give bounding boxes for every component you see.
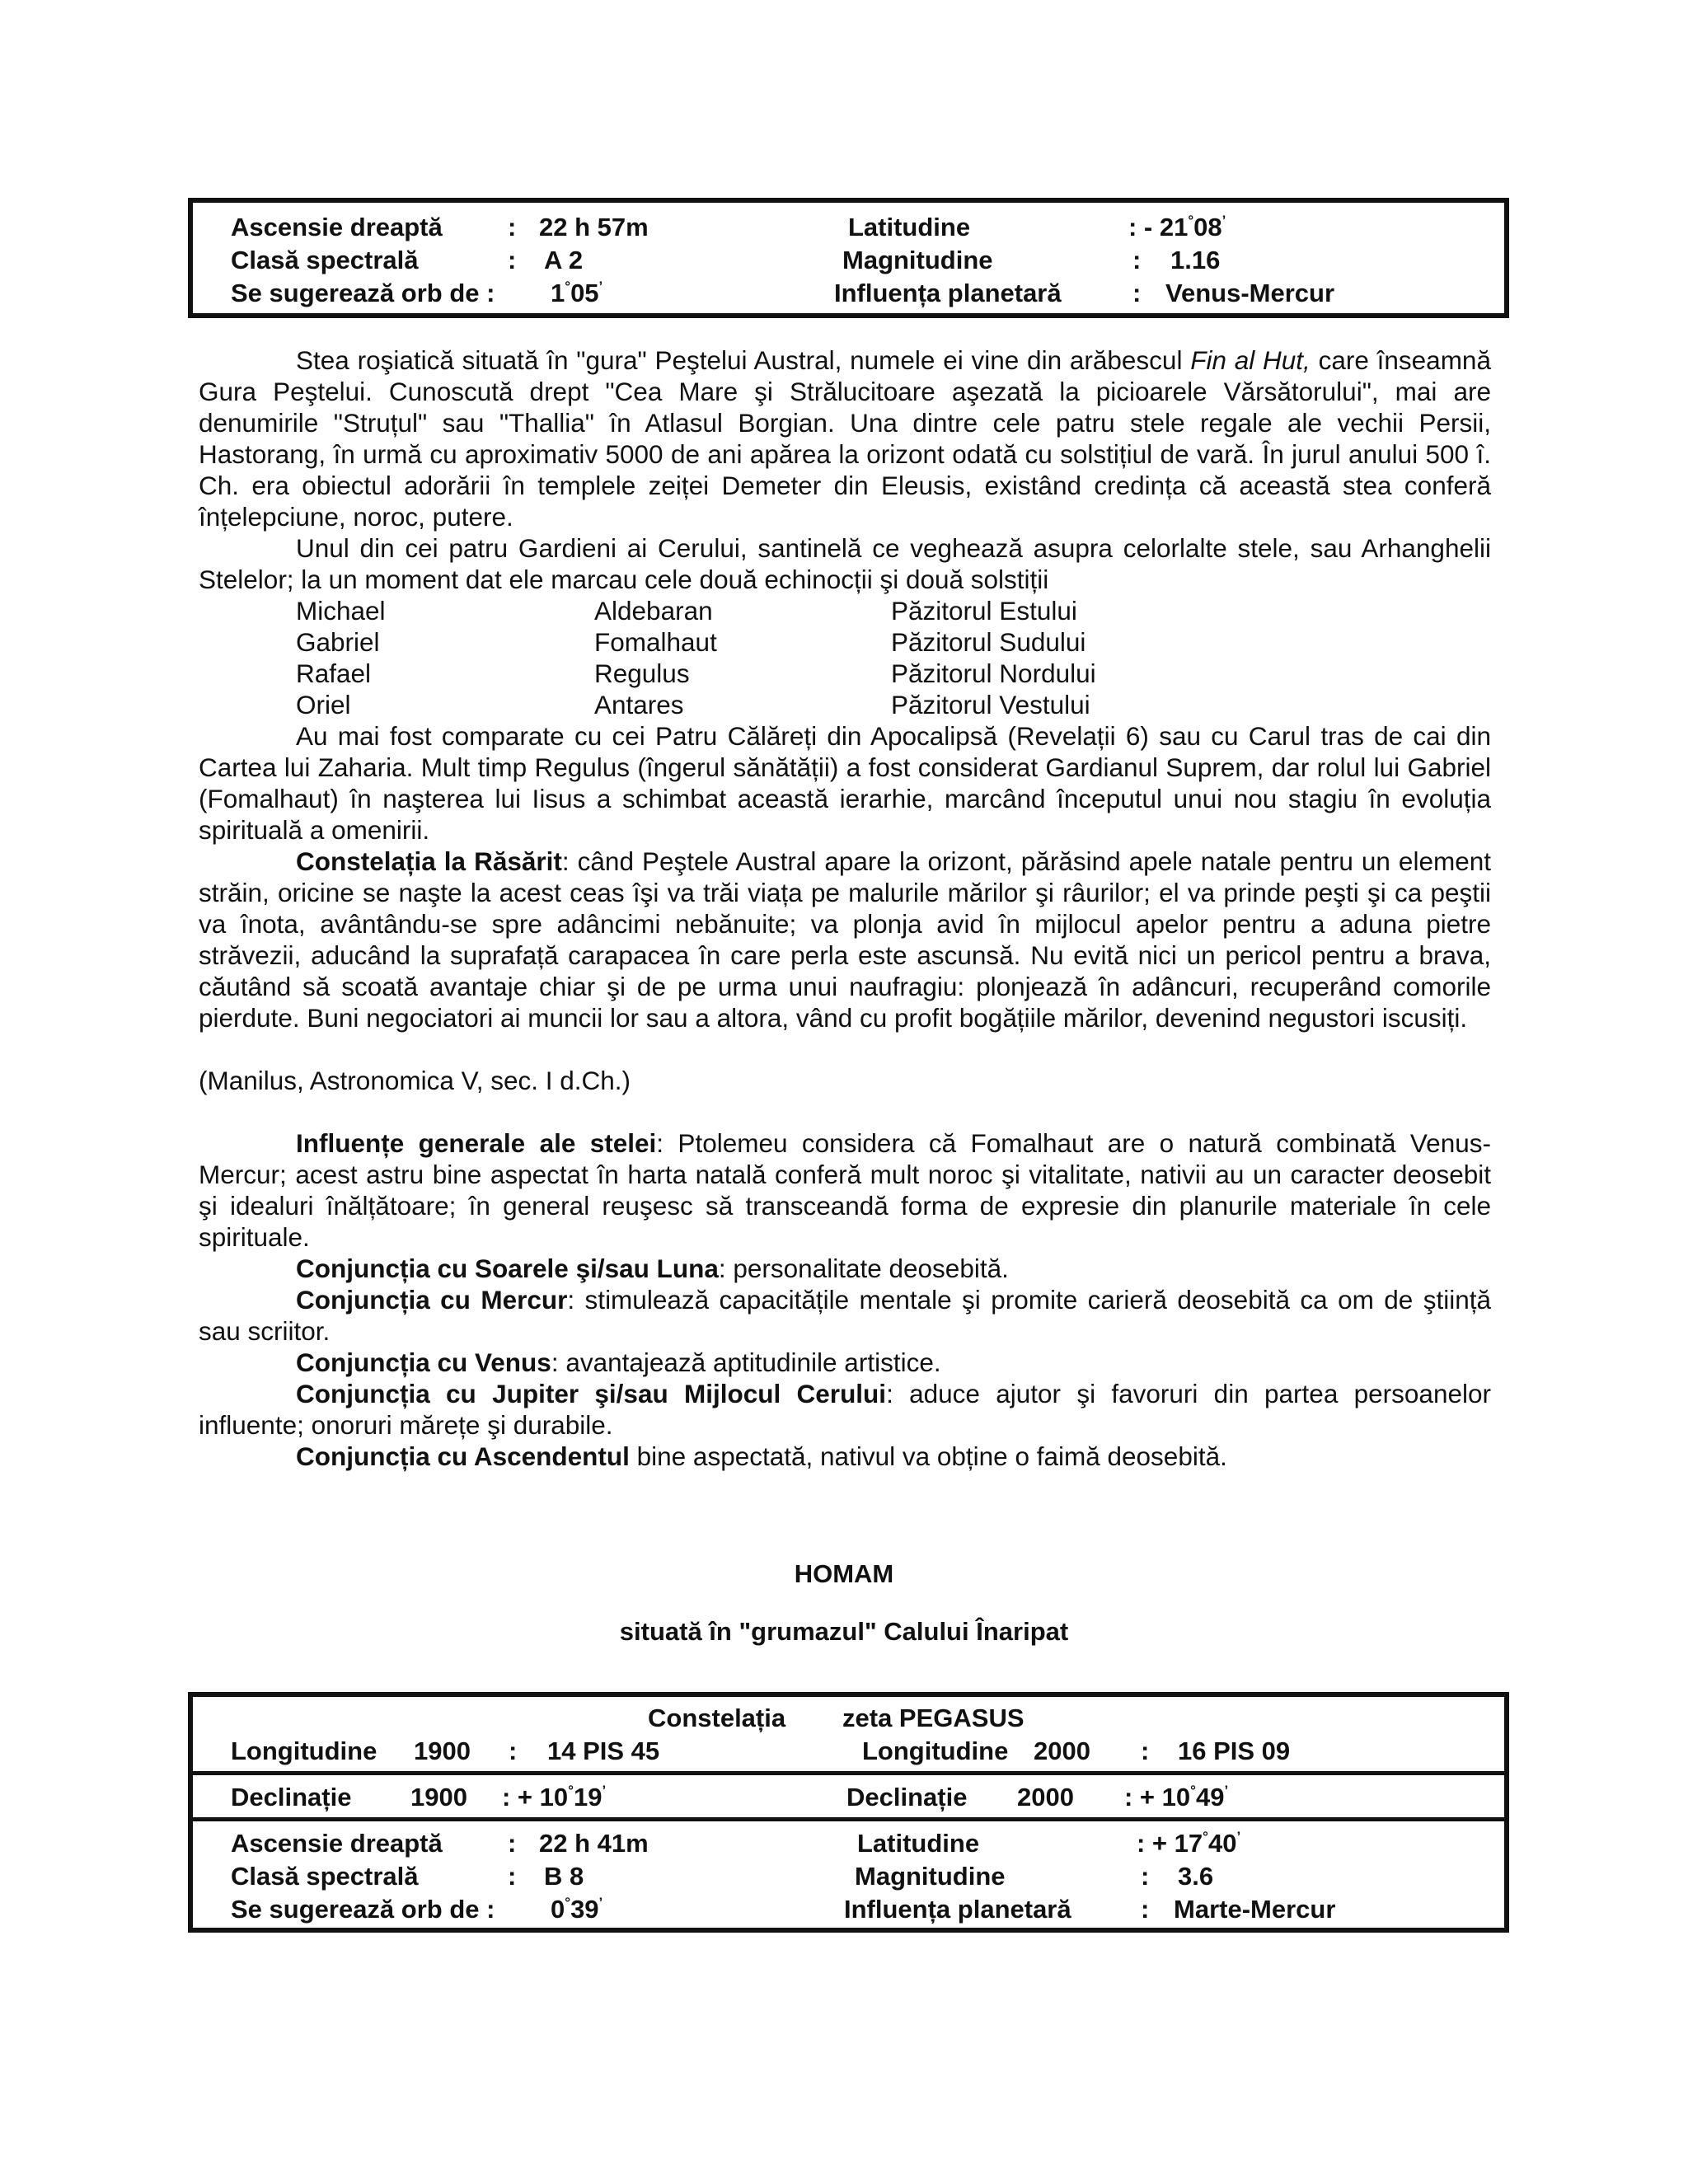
star-data-box-homam — [188, 1692, 1509, 1933]
orb-degrees: 0 — [551, 1895, 565, 1924]
longitude-1900-value: 14 PIS 45 — [547, 1736, 660, 1765]
conjunction-heading: Conjuncția cu Soarele şi/sau Luna — [296, 1254, 719, 1283]
guardian-name: Oriel — [296, 690, 351, 719]
declination-1900-value — [502, 1784, 606, 1810]
declination-2000-label: Declinație — [846, 1783, 968, 1811]
conjunction-jupiter — [199, 1378, 1491, 1441]
conjunction-text: : aduce ajutor şi favoruri din partea persoanelor influente; onoruri mărețe şi durabile. — [199, 1379, 1491, 1440]
declination-minutes: 49 — [1195, 1783, 1225, 1811]
magnitude-value: 3.6 — [1178, 1862, 1214, 1891]
magnitude-label: Magnitudine — [855, 1862, 1006, 1891]
paragraph-horsemen: Au mai fost comparate cu cei Patru Călăreți din Apocalipsă (Revelații 6) sau cu Carul tras de cai din Cartea lui Zaharia. Mult timp Regulus (îngerul sănătății) a fost considerat Gardianul Suprem, dar rolul lui Gabriel (Fomalhaut) în naşterea lui Iisus a schimbat această ierarhie, marcând începutul unui nou stagiu în evoluția spirituală a omenirii. — [199, 721, 1491, 845]
degree-mark: ° — [1188, 213, 1194, 228]
latitude-minutes: 40 — [1207, 1829, 1237, 1858]
longitude-1900-sep: : — [509, 1736, 518, 1765]
divider — [193, 1771, 1504, 1775]
star-subtitle-homam: situată în "grumazul" Calului Înaripat — [619, 1617, 1069, 1646]
degree-mark: ° — [1190, 1783, 1196, 1798]
spectral-value: A 2 — [544, 246, 584, 274]
minute-mark: ’ — [602, 1783, 607, 1798]
conjunction-sun-moon — [199, 1253, 1491, 1284]
ascension-label: Ascensie dreaptă — [231, 1829, 443, 1858]
citation: (Manilus, Astronomica V, sec. I d.Ch.) — [199, 1066, 631, 1095]
guardian-name: Rafael — [296, 658, 372, 688]
guardian-row — [199, 626, 1491, 658]
minute-mark: ’ — [1236, 1829, 1241, 1844]
guardian-row — [199, 595, 1491, 626]
influence-label: Influența planetară — [834, 279, 1062, 307]
ascension-value: 22 h 41m — [539, 1829, 649, 1858]
guardian-name: Gabriel — [296, 627, 380, 657]
constellation-label: Constelația — [648, 1704, 786, 1732]
guardian-star: Regulus — [594, 658, 690, 688]
conjunction-heading: Conjuncția cu Ascendentul — [296, 1441, 630, 1471]
degree-mark: ° — [565, 1895, 571, 1910]
spectral-sep: : — [508, 1862, 517, 1891]
ascension-label: Ascensie dreaptă — [231, 213, 443, 241]
paragraph-influences — [199, 1127, 1491, 1253]
declination-minutes: 19 — [573, 1783, 603, 1811]
longitude-1900-label: Longitudine — [231, 1736, 377, 1765]
orb-minutes: 05 — [570, 279, 599, 307]
latitude-sign: : - 21 — [1128, 213, 1189, 241]
ascension-sep: : — [508, 213, 517, 241]
declination-sign: : + 10 — [502, 1783, 569, 1811]
conjunction-mercury — [199, 1284, 1491, 1347]
degree-mark: ° — [565, 279, 571, 294]
influence-sep: : — [1141, 1895, 1150, 1924]
ascension-value: 22 h 57m — [539, 213, 649, 241]
longitude-2000-label: Longitudine — [862, 1736, 1009, 1765]
guardian-star: Antares — [594, 690, 684, 719]
divider — [193, 1817, 1504, 1821]
longitude-2000-year: 2000 — [1034, 1736, 1090, 1765]
conjunction-heading: Conjuncția cu Jupiter şi/sau Mijlocul Cerului — [296, 1379, 887, 1408]
guardians-list — [199, 595, 1491, 720]
minute-mark: ’ — [598, 279, 603, 294]
spectral-sep: : — [508, 246, 517, 274]
conjunction-text: bine aspectată, nativul va obține o faimă deosebită. — [629, 1441, 1227, 1471]
fomalhaut-description — [199, 344, 1491, 1472]
paragraph-intro — [199, 344, 1491, 532]
declination-2000-value — [1124, 1784, 1228, 1810]
declination-sign: : + 10 — [1124, 1783, 1191, 1811]
paragraph-guardians: Unul din cei patru Gardieni ai Cerului, santinelă ce veghează asupra celorlalte stele, sau Arhanghelii Stelelor; la un moment dat ele marcau cele două echinocții şi două solstiții — [199, 533, 1491, 594]
influences-heading: Influențe generale ale stelei — [296, 1128, 657, 1158]
influence-label: Influența planetară — [844, 1895, 1071, 1924]
conjunction-heading: Conjuncția cu Mercur — [296, 1285, 568, 1315]
ascension-sep: : — [508, 1829, 517, 1858]
orb-minutes: 39 — [570, 1895, 599, 1924]
guardian-role: Păzitorul Sudului — [891, 627, 1086, 657]
magnitude-value: 1.16 — [1170, 246, 1221, 274]
orb-label: Se sugerează orb de : — [231, 279, 495, 307]
conjunction-text: : personalitate deosebită. — [718, 1254, 1009, 1283]
declination-2000-year: 2000 — [1017, 1783, 1074, 1811]
guardian-role: Păzitorul Estului — [891, 596, 1077, 626]
conjunction-text: : avantajează aptitudinile artistice. — [551, 1347, 941, 1377]
guardian-role: Păzitorul Nordului — [891, 658, 1096, 688]
longitude-2000-value: 16 PIS 09 — [1178, 1736, 1291, 1765]
latitude-sign: : + 17 — [1137, 1829, 1203, 1858]
influence-value: Marte-Mercur — [1174, 1895, 1336, 1924]
spectral-value: B 8 — [544, 1862, 584, 1891]
magnitude-sep: : — [1132, 246, 1142, 274]
orb-degrees: 1 — [551, 279, 565, 307]
orb-value — [551, 280, 603, 306]
latitude-label: Latitudine — [857, 1829, 980, 1858]
magnitude-sep: : — [1141, 1862, 1150, 1891]
conjunction-text: : stimulează capacitățile mentale şi promite carieră deosebită ca om de ştiință sau scriitor. — [199, 1285, 1492, 1346]
declination-1900-year: 1900 — [410, 1783, 467, 1811]
influence-value: Venus-Mercur — [1165, 279, 1335, 307]
orb-label: Se sugerează orb de : — [231, 1895, 495, 1924]
guardian-name: Michael — [296, 596, 386, 626]
degree-mark: ° — [568, 1783, 574, 1798]
latitude-label: Latitudine — [848, 213, 971, 241]
spectral-label: Clasă spectrală — [231, 246, 419, 274]
guardian-star: Fomalhaut — [594, 627, 717, 657]
degree-mark: ° — [1203, 1829, 1208, 1844]
longitude-2000-sep: : — [1141, 1736, 1150, 1765]
minute-mark: ’ — [1221, 213, 1226, 228]
orb-value — [551, 1896, 603, 1922]
constellation-value: zeta PEGASUS — [842, 1704, 1025, 1732]
declination-1900-label: Declinație — [231, 1783, 352, 1811]
minute-mark: ’ — [1224, 1783, 1229, 1798]
influence-sep: : — [1132, 279, 1142, 307]
intro-text-a: Stea roşiatică situată în "gura" Peştelui Austral, numele ei vine din arăbescul — [296, 345, 1191, 375]
minute-mark: ’ — [598, 1895, 603, 1910]
rising-text: : când Peştele Austral apare la orizont, părăsind apele natale pentru un element străin, oricine se naşte la acest ceas îşi va trăi viața pe malurile mărilor şi râurilor; el va prinde peşti şi ca peştii va înota, avântându-se spre adâncimi nebănuite; va plonja avid în mijlocul apelor pentru a aduna pietre străvezii, aducând la suprafață carapacea în care perla este ascunsă. Nu evită nici un pericol pentru a brava, căutând să scoată avantaje chiar şi de pe urma unui naufragiu: plonjează în adâncuri, recuperând comorile pierdute. Buni negociatori ai muncii lor sau a altora, vând cu profit bogățiile mărilor, devenind negustori iscusiți. — [199, 846, 1491, 1033]
influences-text: : Ptolemeu considera că Fomalhaut are o natură combinată Venus-Mercur; acest astru bine aspectat în harta natală conferă mult noroc şi vitalitate, nativii au un caracter deosebit şi idealuri înălțătoare; în general reuşesc să transceandă forma de expresie din planurile materiale în cele spirituale. — [199, 1128, 1491, 1252]
star-title-homam: HOMAM — [794, 1559, 894, 1588]
guardian-row — [199, 689, 1491, 720]
conjunction-ascendant — [199, 1441, 1491, 1472]
guardian-role: Păzitorul Vestului — [891, 690, 1090, 719]
paragraph-rising — [199, 846, 1491, 1033]
intro-italic: Fin al Hut, — [1190, 345, 1311, 375]
intro-text-b: care înseamnă Gura Peştelui. Cunoscută drept "Cea Mare şi Strălucitoare aşezată la picioarele Vărsătorului", mai are denumirile "Struțul" sau "Thallia" în Atlasul Borgian. Una dintre cele patru stele regale ale vechii Persii, Hastorang, în urmă cu aproximativ 5000 de ani apărea la orizont odată cu solstițiul de vară. În jurul anului 500 î. Ch. era obiectul adorării în templele zeiței Demeter din Eleusis, existând credința că această stea conferă înțelepciune, noroc, putere. — [199, 345, 1491, 532]
conjunction-venus — [199, 1347, 1491, 1378]
rising-heading: Constelația la Răsărit — [296, 846, 562, 876]
latitude-value — [1137, 1830, 1240, 1856]
longitude-1900-year: 1900 — [414, 1736, 471, 1765]
magnitude-label: Magnitudine — [842, 246, 993, 274]
conjunction-heading: Conjuncția cu Venus — [296, 1347, 551, 1377]
latitude-minutes: 08 — [1193, 213, 1222, 241]
star-data-box-fomalhaut — [188, 198, 1509, 318]
guardian-star: Aldebaran — [594, 596, 713, 626]
latitude-value — [1128, 214, 1226, 240]
guardian-row — [199, 658, 1491, 689]
spectral-label: Clasă spectrală — [231, 1862, 419, 1891]
